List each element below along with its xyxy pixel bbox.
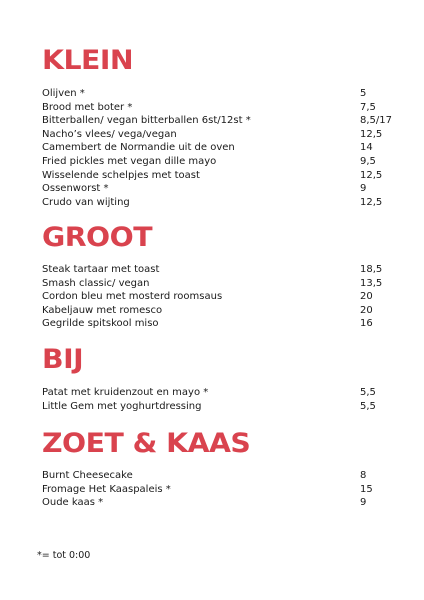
item-price: 7,5 bbox=[360, 101, 376, 113]
menu-item bbox=[42, 469, 392, 483]
item-price: 14 bbox=[360, 142, 373, 154]
item-price: 5,5 bbox=[360, 400, 376, 412]
item-name: Fromage Het Kaaspaleis * bbox=[42, 483, 171, 495]
item-price: 8,5/17 bbox=[360, 115, 392, 127]
menu-item bbox=[42, 155, 392, 169]
menu-item bbox=[42, 128, 392, 142]
menu-item bbox=[42, 263, 392, 277]
item-price: 12,5 bbox=[360, 169, 383, 181]
section-heading-groot: GROOT bbox=[42, 222, 153, 253]
item-name: Smash classic/ vegan bbox=[42, 277, 150, 289]
item-price: 20 bbox=[360, 291, 373, 303]
item-price: 8 bbox=[360, 470, 367, 481]
menu-item bbox=[42, 386, 392, 400]
item-price: 18,5 bbox=[360, 264, 383, 275]
item-name: Steak tartaar met toast bbox=[42, 264, 160, 275]
item-name: Fried pickles met vegan dille mayo bbox=[42, 155, 217, 167]
item-name: Wisselende schelpjes met toast bbox=[42, 169, 200, 181]
item-price: 9,5 bbox=[360, 155, 376, 167]
section-heading-bij: BIJ bbox=[42, 344, 84, 375]
item-price: 15 bbox=[360, 483, 373, 495]
menu-item bbox=[42, 400, 392, 414]
item-name: Burnt Cheesecake bbox=[42, 470, 133, 481]
menu-item bbox=[42, 196, 392, 210]
item-name: Gegrilde spitskool miso bbox=[42, 318, 159, 330]
menu-item bbox=[42, 290, 392, 304]
item-name: Nacho’s vlees/ vega/vegan bbox=[42, 128, 177, 140]
menu-list-groot bbox=[42, 263, 392, 331]
item-name: Camembert de Normandie uit de oven bbox=[42, 142, 235, 154]
menu-item bbox=[42, 101, 392, 115]
menu-list-klein bbox=[42, 87, 392, 209]
item-name: Kabeljauw met romesco bbox=[42, 304, 163, 316]
menu-item bbox=[42, 483, 392, 497]
item-name: Little Gem met yoghurtdressing bbox=[42, 400, 202, 412]
item-price: 20 bbox=[360, 304, 373, 316]
menu-item bbox=[42, 169, 392, 183]
item-name: Patat met kruidenzout en mayo * bbox=[42, 387, 209, 398]
menu-item bbox=[42, 114, 392, 128]
menu-item bbox=[42, 141, 392, 155]
menu-item bbox=[42, 496, 392, 510]
item-name: Brood met boter * bbox=[42, 101, 133, 113]
item-name: Ossenworst * bbox=[42, 183, 109, 195]
item-price: 5 bbox=[360, 88, 367, 99]
menu-item bbox=[42, 182, 392, 196]
item-price: 16 bbox=[360, 318, 373, 330]
item-price: 12,5 bbox=[360, 128, 383, 140]
section-heading-klein: KLEIN bbox=[42, 45, 134, 76]
section-heading-zoet-kaas: ZOET & KAAS bbox=[42, 428, 251, 459]
item-price: 9 bbox=[360, 497, 367, 509]
item-name: Cordon bleu met mosterd roomsaus bbox=[42, 291, 223, 303]
item-price: 5,5 bbox=[360, 387, 376, 398]
menu-item bbox=[42, 304, 392, 318]
item-price: 9 bbox=[360, 183, 367, 195]
item-name: Crudo van wijting bbox=[42, 196, 130, 208]
menu-item bbox=[42, 277, 392, 291]
menu-item bbox=[42, 317, 392, 331]
item-name: Olijven * bbox=[42, 88, 85, 99]
footnote: *= tot 0:00 bbox=[37, 550, 91, 561]
item-price: 12,5 bbox=[360, 196, 383, 208]
menu-item bbox=[42, 87, 392, 101]
item-name: Bitterballen/ vegan bitterballen 6st/12st * bbox=[42, 115, 251, 127]
menu-list-zoet-kaas bbox=[42, 469, 392, 510]
item-price: 13,5 bbox=[360, 277, 383, 289]
menu-list-bij bbox=[42, 386, 392, 413]
item-name: Oude kaas * bbox=[42, 497, 104, 509]
